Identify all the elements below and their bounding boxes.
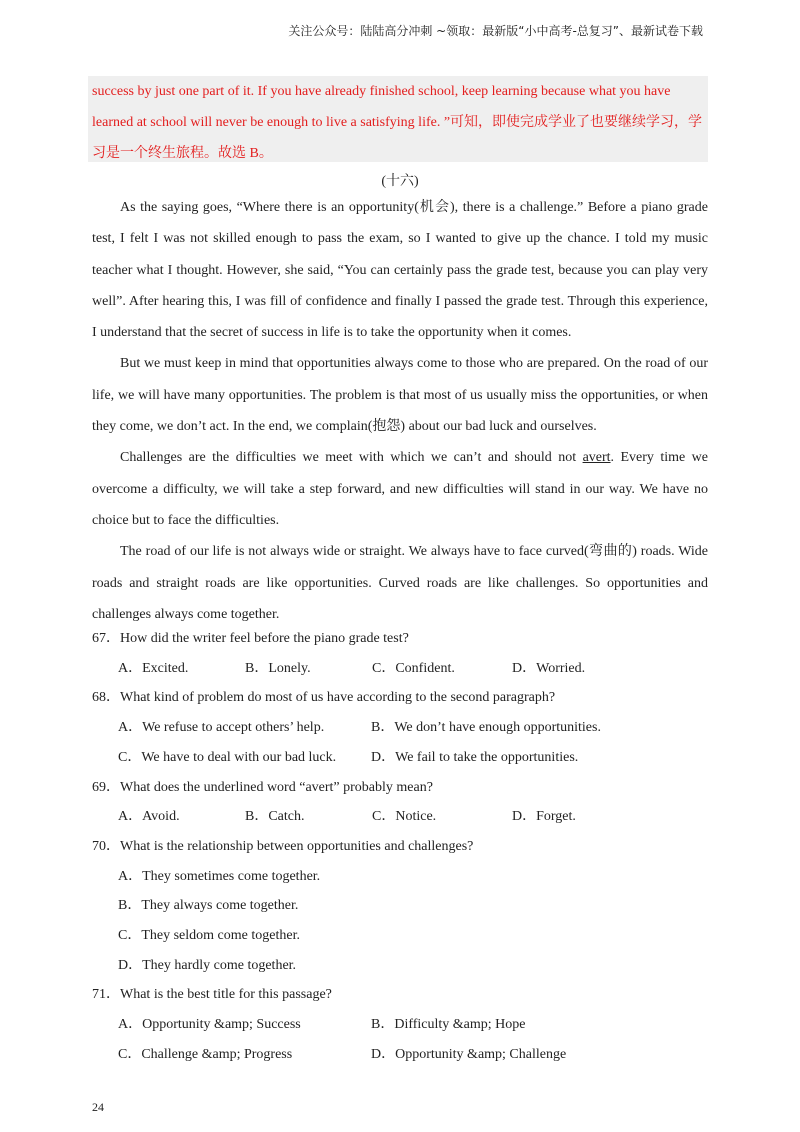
question-67: 67．How did the writer feel before the piano grade test? (92, 631, 409, 646)
answer-line: learned at school will never be enough to live a satisfying life. ”可知，即使完成学业了也要继续学习，学 (92, 115, 703, 130)
option-a: A．Opportunity &amp; Success (118, 1017, 301, 1033)
paragraph-3 (92, 442, 708, 536)
paragraph-1: As the saying goes, “Where there is an opportunity(机会), there is a challenge.” Before a piano grade test, I felt I was not skilled enough to pass the exam, so I wanted to give up the chance. I told my music teacher what I thought. However, she said, “You can certainly pass the grade test, because you can play very well”. After hearing this, I was fill of confidence and finally I passed the grade test. Through this experience, I understand that the secret of success in life is to take the opportunity when it comes. (92, 200, 708, 341)
option-a: A．Avoid. (118, 809, 180, 825)
option-b: B．Lonely. (245, 660, 311, 676)
option-c: C．Confident. (372, 660, 455, 676)
option-b: B．Catch. (245, 809, 305, 825)
options-67 (92, 654, 708, 684)
answer-explanation (88, 76, 708, 162)
options-70-b (92, 891, 708, 921)
reading-passage (92, 192, 708, 630)
options-70-d (92, 951, 708, 981)
options-68-row1 (92, 713, 708, 743)
question-68: 68．What kind of problem do most of us have according to the second paragraph? (92, 690, 556, 706)
options-71-row1 (92, 1010, 708, 1040)
question-70: 70．What is the relationship between opportunities and challenges? (92, 838, 474, 854)
options-71-row2 (92, 1040, 708, 1070)
option-d: D．Forget. (512, 809, 576, 825)
options-69 (92, 802, 708, 832)
option-d: D．They hardly come together. (118, 957, 297, 973)
option-d: D．We fail to take the opportunities. (371, 749, 579, 765)
page-header: 关注公众号：陆陆高分冲刺 ~领取：最新版“小中高考-总复习”、最新试卷下载 (288, 24, 703, 38)
underlined-word: avert (582, 450, 611, 466)
option-d: D．Opportunity &amp; Challenge (371, 1046, 567, 1062)
question-list (92, 624, 708, 1070)
page-number: 24 (92, 1100, 104, 1114)
section-title: (十六) (381, 174, 419, 189)
options-70-c (92, 921, 708, 951)
option-c: C．Challenge &amp; Progress (118, 1046, 293, 1062)
option-b: B．They always come together. (118, 898, 299, 914)
option-a: A．Excited. (118, 660, 189, 676)
option-b: B．Difficulty &amp; Hope (371, 1017, 526, 1033)
option-c: C．We have to deal with our bad luck. (118, 749, 337, 765)
answer-line: 习是一个终生旅程。故选 B。 (92, 146, 273, 161)
options-70-a (92, 862, 708, 892)
question-69: 69．What does the underlined word “avert” probably mean? (92, 779, 433, 795)
option-c: C．Notice. (372, 809, 437, 825)
option-a: A．We refuse to accept others’ help. (118, 720, 325, 736)
paragraph-2: But we must keep in mind that opportunities always come to those who are prepared. On the road of our life, we will have many opportunities. The problem is that most of us usually miss the opportunities, or when they come, we don’t act. In the end, we complain(抱怨) about our bad luck and ourselves. (92, 356, 708, 435)
option-a: A．They sometimes come together. (118, 868, 321, 884)
option-c: C．They seldom come together. (118, 928, 300, 944)
option-b: B．We don’t have enough opportunities. (371, 720, 601, 736)
option-d: D．Worried. (512, 660, 586, 676)
options-68-row2 (92, 743, 708, 773)
answer-line: success by just one part of it. If you have already finished school, keep learning because what you have (92, 84, 671, 99)
question-71: 71．What is the best title for this passage? (92, 987, 332, 1003)
paragraph-3-start: Challenges are the difficulties we meet with which we can’t and should not (120, 450, 583, 466)
paragraph-4: The road of our life is not always wide or straight. We always have to face curved(弯曲的) roads. Wide roads and straight roads are like opportunities. Curved roads are like challenges. So opportunities and challenges always come together. (92, 544, 708, 622)
paragraph-3-end: . Every time we overcome a difficulty, we will take a step forward, and new difficulties will stand in our way. We have no choice but to face the difficulties. (92, 450, 708, 528)
